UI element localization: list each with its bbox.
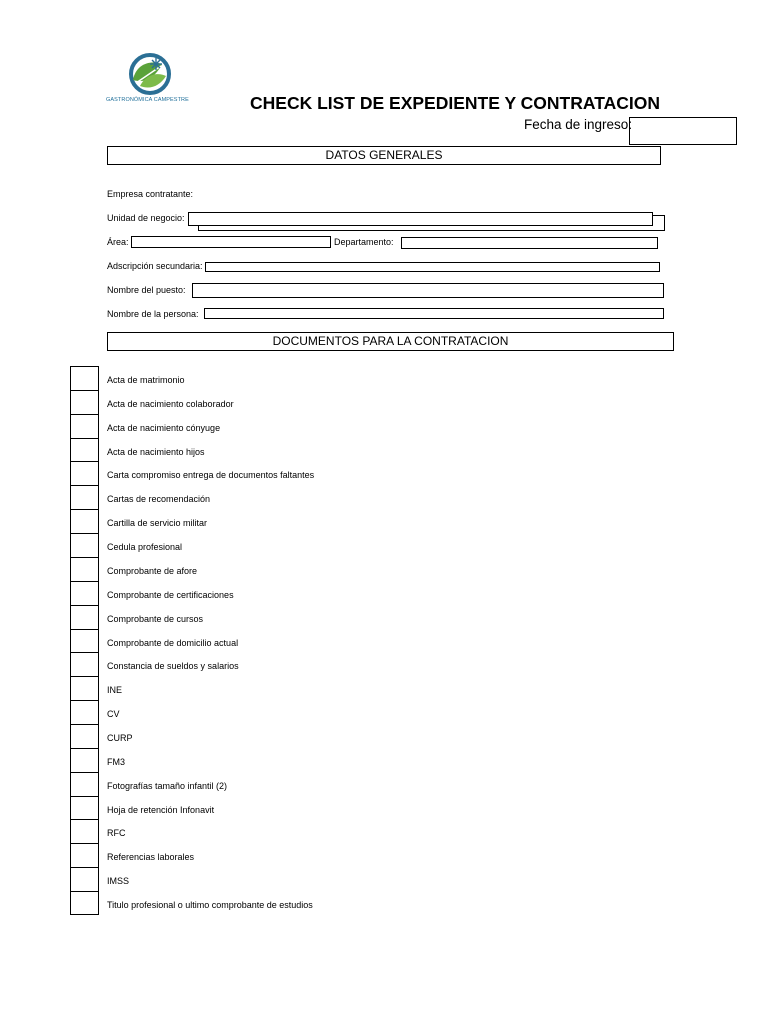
- document-item-label: Cartilla de servicio militar: [107, 518, 208, 529]
- document-item-label: Fotografías tamaño infantil (2): [107, 780, 228, 791]
- document-item-label: Referencias laborales: [107, 852, 195, 863]
- document-item-label: Hoja de retención Infonavit: [107, 804, 215, 815]
- document-checkbox[interactable]: [70, 819, 99, 843]
- document-checkbox[interactable]: [70, 700, 99, 724]
- document-checkbox[interactable]: [70, 509, 99, 533]
- document-checkbox[interactable]: [70, 796, 99, 820]
- document-checkbox[interactable]: [70, 891, 99, 915]
- document-checkbox[interactable]: [70, 724, 99, 748]
- document-item-label: IMSS: [107, 876, 130, 887]
- persona-field[interactable]: [204, 308, 664, 319]
- document-item-label: Titulo profesional o ultimo comprobante de estudios: [107, 899, 313, 910]
- puesto-field[interactable]: [192, 283, 664, 298]
- puesto-label: Nombre del puesto:: [107, 285, 186, 295]
- document-item-label: Acta de nacimiento hijos: [107, 446, 205, 457]
- document-item-label: Constancia de sueldos y salarios: [107, 661, 239, 672]
- document-item-label: CV: [107, 709, 120, 719]
- document-item-label: FM3: [107, 756, 125, 767]
- datos-generales-heading: DATOS GENERALES: [107, 146, 661, 165]
- document-item-label: Comprobante de cursos: [107, 613, 204, 624]
- departamento-label: Departamento:: [334, 237, 394, 247]
- unidad-negocio-label: Unidad de negocio:: [107, 213, 185, 223]
- document-checkbox[interactable]: [70, 485, 99, 509]
- document-item-label: Comprobante de domicilio actual: [107, 637, 239, 648]
- fecha-ingreso-field[interactable]: [629, 117, 737, 145]
- document-item-label: CURP: [107, 732, 133, 743]
- area-field[interactable]: [131, 236, 331, 248]
- document-title: CHECK LIST DE EXPEDIENTE Y CONTRATACION: [250, 93, 660, 113]
- empresa-label: Empresa contratante:: [107, 189, 194, 199]
- document-item-label: Cartas de recomendación: [107, 494, 211, 505]
- documentos-heading: DOCUMENTOS PARA LA CONTRATACION: [107, 332, 674, 351]
- unidad-negocio-field[interactable]: [188, 212, 653, 226]
- document-item-label: Acta de nacimiento colaborador: [107, 398, 234, 409]
- document-item-label: Comprobante de certificaciones: [107, 589, 234, 600]
- fecha-ingreso-label: Fecha de ingreso:: [524, 117, 633, 132]
- document-checkbox[interactable]: [70, 390, 99, 414]
- document-checkbox[interactable]: [70, 605, 99, 629]
- document-checkbox[interactable]: [70, 533, 99, 557]
- document-item-label: RFC: [107, 828, 126, 839]
- document-checkbox[interactable]: [70, 748, 99, 772]
- document-checkbox[interactable]: [70, 772, 99, 796]
- document-checkbox[interactable]: [70, 581, 99, 605]
- document-checkbox[interactable]: [70, 652, 99, 676]
- departamento-field[interactable]: [401, 237, 658, 249]
- document-checkbox[interactable]: [70, 676, 99, 700]
- document-checkbox[interactable]: [70, 557, 99, 581]
- adscripcion-label: Adscripción secundaria:: [107, 261, 203, 271]
- document-checkbox[interactable]: [70, 867, 99, 891]
- document-item-label: Acta de nacimiento cónyuge: [107, 422, 221, 433]
- adscripcion-field[interactable]: [205, 262, 660, 272]
- document-item-label: Comprobante de afore: [107, 565, 198, 576]
- document-checkbox[interactable]: [70, 461, 99, 485]
- document-checkbox[interactable]: [70, 629, 99, 653]
- document-checkbox[interactable]: [70, 414, 99, 438]
- document-item-label: Acta de matrimonio: [107, 375, 185, 385]
- document-checkbox[interactable]: [70, 843, 99, 867]
- document-item-label: Cedula profesional: [107, 542, 183, 552]
- area-label: Área:: [107, 237, 129, 247]
- logo-text: GASTRONÓMICA CAMPESTRE: [106, 97, 189, 103]
- persona-label: Nombre de la persona:: [107, 309, 199, 319]
- document-item-label: Carta compromiso entrega de documentos faltantes: [107, 470, 315, 481]
- document-checkbox[interactable]: [70, 366, 99, 390]
- document-item-label: INE: [107, 685, 123, 696]
- document-checkbox[interactable]: [70, 438, 99, 462]
